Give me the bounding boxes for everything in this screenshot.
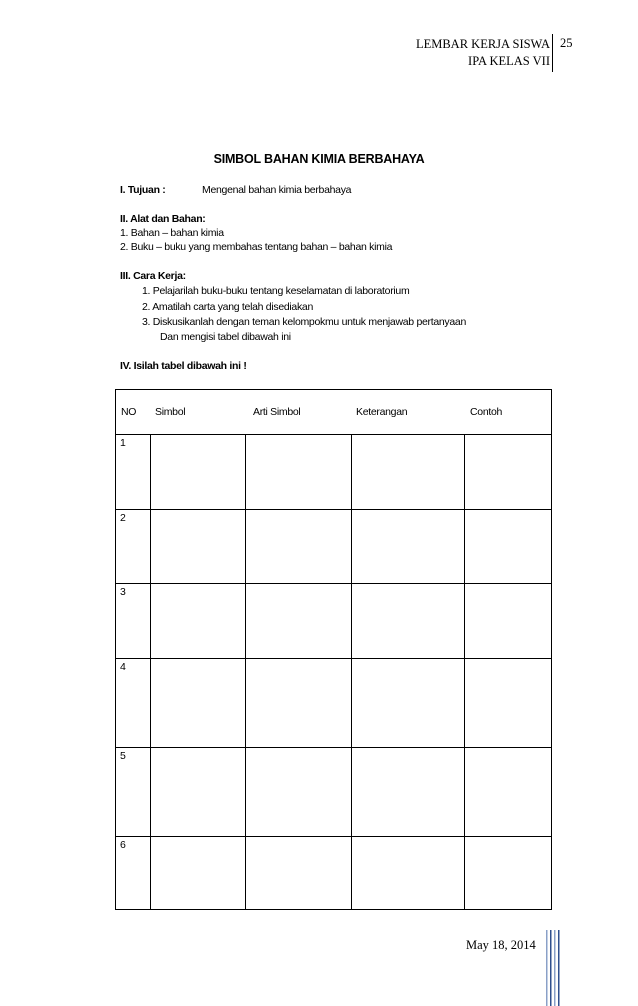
row-number: 6 [120, 839, 126, 851]
alat-item: 1. Bahan – bahan kimia [120, 227, 224, 239]
tujuan-text: Mengenal bahan kimia berbahaya [202, 184, 352, 196]
alat-heading: II. Alat dan Bahan: [120, 213, 206, 225]
row-number: 3 [120, 586, 126, 598]
header-line-1: LEMBAR KERJA SISWA [415, 37, 550, 51]
footer-bar [550, 930, 552, 1006]
table-border [116, 390, 552, 910]
row-number: 2 [120, 512, 126, 524]
table-grid-lines [115, 389, 552, 910]
table-header-cell: NO [121, 406, 137, 418]
table-header-cell: Keterangan [356, 406, 408, 418]
table-header-cell: Contoh [470, 406, 503, 418]
row-number: 5 [120, 750, 126, 762]
tujuan-label: I. Tujuan : [120, 184, 166, 196]
alat-item: 2. Buku – buku yang membahas tentang bahan – bahan kimia [120, 241, 393, 253]
footer-bar [546, 930, 548, 1006]
row-number: 4 [120, 661, 126, 673]
instruction: IV. Isilah tabel dibawah ini ! [120, 360, 247, 372]
cara-item: 2. Amatilah carta yang telah disediakan [142, 301, 313, 313]
cara-item: 3. Diskusikanlah dengan teman kelompokmu untuk menjawab pertanyaan [142, 316, 466, 328]
table-header-cell: Arti Simbol [253, 406, 301, 418]
footer-decorative-bars [546, 930, 568, 1006]
table-header-cell: Simbol [155, 406, 186, 418]
page-header [416, 36, 550, 70]
row-number: 1 [120, 437, 126, 449]
cara-item: 1. Pelajarilah buku-buku tentang keselamatan di laboratorium [142, 285, 410, 297]
page-number: 25 [560, 36, 573, 50]
worksheet-table [115, 389, 552, 910]
footer-bar [558, 930, 560, 1006]
header-line-2: IPA KELAS VII [468, 54, 550, 68]
document-title: SIMBOL BAHAN KIMIA BERBAHAYA [213, 152, 425, 166]
cara-item: Dan mengisi tabel dibawah ini [160, 331, 291, 343]
footer-bar [554, 930, 556, 1006]
footer-date: May 18, 2014 [466, 938, 536, 952]
header-divider [552, 34, 553, 72]
cara-heading: III. Cara Kerja: [120, 270, 186, 282]
